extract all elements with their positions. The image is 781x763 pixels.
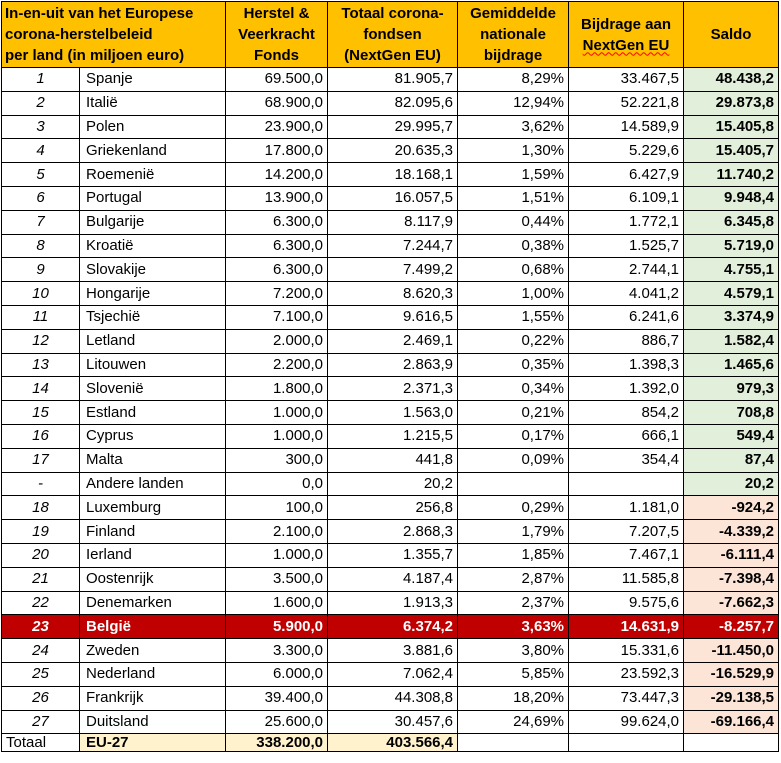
- herstel-cell: 69.500,0: [226, 68, 328, 92]
- gemiddelde-cell: 1,59%: [458, 163, 569, 187]
- rank-cell: 5: [2, 163, 80, 187]
- gemiddelde-cell: 1,00%: [458, 282, 569, 306]
- totaal-cell: 2.371,3: [328, 377, 458, 401]
- gemiddelde-cell: 3,63%: [458, 615, 569, 639]
- totaal-cell: 44.308,8: [328, 686, 458, 710]
- table-row: [2, 282, 779, 306]
- gemiddelde-cell: 0,38%: [458, 234, 569, 258]
- bijdrage-cell: 854,2: [569, 401, 684, 425]
- totaal-cell: 6.374,2: [328, 615, 458, 639]
- saldo-cell: 5.719,0: [684, 234, 779, 258]
- rank-cell: 3: [2, 115, 80, 139]
- bijdrage-cell: 354,4: [569, 448, 684, 472]
- total-row: [2, 734, 779, 752]
- table-row: [2, 520, 779, 544]
- bijdrage-cell: 6.427,9: [569, 163, 684, 187]
- bijdrage-cell: 1.772,1: [569, 210, 684, 234]
- country-cell: Andere landen: [80, 472, 226, 496]
- country-cell: Spanje: [80, 68, 226, 92]
- gemiddelde-cell: 1,85%: [458, 543, 569, 567]
- totaal-cell: 8.117,9: [328, 210, 458, 234]
- country-cell: Tsjechië: [80, 305, 226, 329]
- country-cell: Slovenië: [80, 377, 226, 401]
- total-empty-saldo: [684, 734, 779, 752]
- rank-cell: 1: [2, 68, 80, 92]
- total-herstel: 338.200,0: [226, 734, 328, 752]
- saldo-cell: 15.405,7: [684, 139, 779, 163]
- rank-cell: 26: [2, 686, 80, 710]
- header-saldo: Saldo: [684, 2, 779, 68]
- herstel-cell: 23.900,0: [226, 115, 328, 139]
- herstel-cell: 1.800,0: [226, 377, 328, 401]
- saldo-cell: -69.166,4: [684, 710, 779, 734]
- country-cell: Denemarken: [80, 591, 226, 615]
- table-row-highlighted: [2, 615, 779, 639]
- rank-cell: 15: [2, 401, 80, 425]
- herstel-cell: 5.900,0: [226, 615, 328, 639]
- header-herstel-line-2: Veerkracht: [238, 26, 315, 43]
- country-cell: Portugal: [80, 186, 226, 210]
- table-row: [2, 139, 779, 163]
- country-cell: Kroatië: [80, 234, 226, 258]
- gemiddelde-cell: 1,30%: [458, 139, 569, 163]
- gemiddelde-cell: 1,55%: [458, 305, 569, 329]
- country-cell: Bulgarije: [80, 210, 226, 234]
- totaal-cell: 2.868,3: [328, 520, 458, 544]
- country-cell: Griekenland: [80, 139, 226, 163]
- header-title-line-1: In-en-uit van het Europese: [5, 5, 194, 22]
- totaal-cell: 20,2: [328, 472, 458, 496]
- gemiddelde-cell: 0,35%: [458, 353, 569, 377]
- saldo-cell: 1.582,4: [684, 329, 779, 353]
- rank-cell: 22: [2, 591, 80, 615]
- herstel-cell: 3.500,0: [226, 567, 328, 591]
- saldo-cell: 20,2: [684, 472, 779, 496]
- country-cell: Malta: [80, 448, 226, 472]
- totaal-cell: 30.457,6: [328, 710, 458, 734]
- gemiddelde-cell: 12,94%: [458, 91, 569, 115]
- rank-cell: 12: [2, 329, 80, 353]
- rank-cell: 2: [2, 91, 80, 115]
- gemiddelde-cell: 1,79%: [458, 520, 569, 544]
- totaal-cell: 1.215,5: [328, 424, 458, 448]
- country-cell: België: [80, 615, 226, 639]
- header-row: [2, 2, 779, 68]
- herstel-cell: 2.100,0: [226, 520, 328, 544]
- herstel-cell: 6.300,0: [226, 258, 328, 282]
- country-cell: Cyprus: [80, 424, 226, 448]
- totaal-cell: 441,8: [328, 448, 458, 472]
- bijdrage-cell: 14.589,9: [569, 115, 684, 139]
- table-row: [2, 234, 779, 258]
- header-gemiddelde: [458, 2, 569, 68]
- header-gemiddelde-line-1: Gemiddelde: [470, 5, 556, 22]
- country-cell: Zweden: [80, 639, 226, 663]
- herstel-cell: 100,0: [226, 496, 328, 520]
- country-cell: Nederland: [80, 662, 226, 686]
- rank-cell: 16: [2, 424, 80, 448]
- table-row: [2, 424, 779, 448]
- gemiddelde-cell: 1,51%: [458, 186, 569, 210]
- table-row: [2, 639, 779, 663]
- total-totaal: 403.566,4: [328, 734, 458, 752]
- herstel-cell: 13.900,0: [226, 186, 328, 210]
- gemiddelde-cell: 5,85%: [458, 662, 569, 686]
- saldo-cell: 9.948,4: [684, 186, 779, 210]
- header-title-line-3: per land (in miljoen euro): [5, 47, 185, 64]
- bijdrage-cell: 15.331,6: [569, 639, 684, 663]
- gemiddelde-cell: 18,20%: [458, 686, 569, 710]
- saldo-cell: 4.579,1: [684, 282, 779, 306]
- country-cell: Italië: [80, 91, 226, 115]
- herstel-cell: 7.200,0: [226, 282, 328, 306]
- total-empty-gemiddelde: [458, 734, 569, 752]
- herstel-cell: 39.400,0: [226, 686, 328, 710]
- gemiddelde-cell: 2,87%: [458, 567, 569, 591]
- header-totaal-line-2: fondsen: [363, 26, 422, 43]
- herstel-cell: 14.200,0: [226, 163, 328, 187]
- gemiddelde-cell: 0,68%: [458, 258, 569, 282]
- saldo-cell: 4.755,1: [684, 258, 779, 282]
- bijdrage-cell: 7.467,1: [569, 543, 684, 567]
- herstel-cell: 3.300,0: [226, 639, 328, 663]
- gemiddelde-cell: 0,34%: [458, 377, 569, 401]
- saldo-cell: 6.345,8: [684, 210, 779, 234]
- totaal-cell: 8.620,3: [328, 282, 458, 306]
- table-row: [2, 68, 779, 92]
- header-totaal-line-3: (NextGen EU): [344, 47, 441, 64]
- country-cell: Finland: [80, 520, 226, 544]
- table-row: [2, 353, 779, 377]
- rank-cell: 6: [2, 186, 80, 210]
- saldo-cell: -7.398,4: [684, 567, 779, 591]
- table-row: [2, 210, 779, 234]
- rank-cell: 23: [2, 615, 80, 639]
- totaal-cell: 18.168,1: [328, 163, 458, 187]
- herstel-cell: 68.900,0: [226, 91, 328, 115]
- gemiddelde-cell: 0,17%: [458, 424, 569, 448]
- country-cell: Litouwen: [80, 353, 226, 377]
- country-cell: Duitsland: [80, 710, 226, 734]
- rank-cell: 11: [2, 305, 80, 329]
- saldo-cell: 708,8: [684, 401, 779, 425]
- bijdrage-cell: 14.631,9: [569, 615, 684, 639]
- herstel-cell: 2.200,0: [226, 353, 328, 377]
- rank-cell: 4: [2, 139, 80, 163]
- bijdrage-cell: 9.575,6: [569, 591, 684, 615]
- table-row: [2, 329, 779, 353]
- rank-cell: 20: [2, 543, 80, 567]
- totaal-cell: 1.355,7: [328, 543, 458, 567]
- herstel-cell: 6.300,0: [226, 234, 328, 258]
- saldo-cell: 87,4: [684, 448, 779, 472]
- bijdrage-cell: 1.392,0: [569, 377, 684, 401]
- bijdrage-cell: 23.592,3: [569, 662, 684, 686]
- country-cell: Oostenrijk: [80, 567, 226, 591]
- gemiddelde-cell: 2,37%: [458, 591, 569, 615]
- saldo-cell: -924,2: [684, 496, 779, 520]
- saldo-cell: 15.405,8: [684, 115, 779, 139]
- totaal-cell: 7.062,4: [328, 662, 458, 686]
- table-row: [2, 163, 779, 187]
- bijdrage-cell: 4.041,2: [569, 282, 684, 306]
- herstel-cell: 1.000,0: [226, 424, 328, 448]
- bijdrage-cell: 73.447,3: [569, 686, 684, 710]
- herstel-cell: 2.000,0: [226, 329, 328, 353]
- rank-cell: 21: [2, 567, 80, 591]
- table-row: [2, 91, 779, 115]
- herstel-cell: 1.600,0: [226, 591, 328, 615]
- bijdrage-cell: 6.109,1: [569, 186, 684, 210]
- total-name: EU-27: [80, 734, 226, 752]
- saldo-cell: 48.438,2: [684, 68, 779, 92]
- saldo-cell: -4.339,2: [684, 520, 779, 544]
- header-bijdrage: [569, 2, 684, 68]
- table-row: [2, 567, 779, 591]
- herstel-cell: 300,0: [226, 448, 328, 472]
- gemiddelde-cell: 3,62%: [458, 115, 569, 139]
- herstel-cell: 0,0: [226, 472, 328, 496]
- rank-cell: 18: [2, 496, 80, 520]
- table-row: [2, 496, 779, 520]
- bijdrage-cell: 11.585,8: [569, 567, 684, 591]
- totaal-cell: 29.995,7: [328, 115, 458, 139]
- gemiddelde-cell: 8,29%: [458, 68, 569, 92]
- bijdrage-cell: 99.624,0: [569, 710, 684, 734]
- bijdrage-cell: 1.398,3: [569, 353, 684, 377]
- header-bijdrage-line-2: NextGen EU: [582, 36, 670, 54]
- gemiddelde-cell: 0,22%: [458, 329, 569, 353]
- saldo-cell: -16.529,9: [684, 662, 779, 686]
- herstel-cell: 17.800,0: [226, 139, 328, 163]
- total-empty-bijdrage: [569, 734, 684, 752]
- rank-cell: 7: [2, 210, 80, 234]
- herstel-cell: 6.000,0: [226, 662, 328, 686]
- saldo-cell: 549,4: [684, 424, 779, 448]
- header-herstel-line-1: Herstel &: [243, 5, 310, 22]
- saldo-cell: 1.465,6: [684, 353, 779, 377]
- header-title-line-2: corona-herstelbeleid: [5, 26, 153, 43]
- gemiddelde-cell: 24,69%: [458, 710, 569, 734]
- total-label: Totaal: [2, 734, 80, 752]
- totaal-cell: 1.563,0: [328, 401, 458, 425]
- saldo-cell: -11.450,0: [684, 639, 779, 663]
- totaal-cell: 16.057,5: [328, 186, 458, 210]
- saldo-cell: 11.740,2: [684, 163, 779, 187]
- rank-cell: 24: [2, 639, 80, 663]
- bijdrage-cell: 6.241,6: [569, 305, 684, 329]
- totaal-cell: 4.187,4: [328, 567, 458, 591]
- saldo-cell: -8.257,7: [684, 615, 779, 639]
- rank-cell: 27: [2, 710, 80, 734]
- bijdrage-cell: 1.181,0: [569, 496, 684, 520]
- header-herstel: [226, 2, 328, 68]
- table-row: [2, 401, 779, 425]
- table-row: [2, 543, 779, 567]
- table-body: [2, 68, 779, 734]
- totaal-cell: 7.499,2: [328, 258, 458, 282]
- rank-cell: 10: [2, 282, 80, 306]
- table-row: [2, 305, 779, 329]
- rank-cell: 8: [2, 234, 80, 258]
- gemiddelde-cell: [458, 472, 569, 496]
- herstel-cell: 25.600,0: [226, 710, 328, 734]
- gemiddelde-cell: 0,29%: [458, 496, 569, 520]
- country-cell: Luxemburg: [80, 496, 226, 520]
- herstel-cell: 7.100,0: [226, 305, 328, 329]
- gemiddelde-cell: 3,80%: [458, 639, 569, 663]
- table-row: [2, 472, 779, 496]
- country-cell: Ierland: [80, 543, 226, 567]
- country-cell: Estland: [80, 401, 226, 425]
- gemiddelde-cell: 0,44%: [458, 210, 569, 234]
- country-cell: Roemenië: [80, 163, 226, 187]
- rank-cell: 19: [2, 520, 80, 544]
- header-totaal: [328, 2, 458, 68]
- country-cell: Slovakije: [80, 258, 226, 282]
- herstel-cell: 1.000,0: [226, 401, 328, 425]
- totaal-cell: 3.881,6: [328, 639, 458, 663]
- country-cell: Polen: [80, 115, 226, 139]
- table-row: [2, 662, 779, 686]
- totaal-cell: 81.905,7: [328, 68, 458, 92]
- herstel-cell: 6.300,0: [226, 210, 328, 234]
- rank-cell: 14: [2, 377, 80, 401]
- rank-cell: 25: [2, 662, 80, 686]
- header-bijdrage-line-1: Bijdrage aan: [581, 15, 672, 33]
- bijdrage-cell: [569, 472, 684, 496]
- totaal-cell: 256,8: [328, 496, 458, 520]
- header-title: [2, 2, 226, 68]
- header-herstel-line-3: Fonds: [254, 47, 300, 64]
- table-row: [2, 591, 779, 615]
- rank-cell: 9: [2, 258, 80, 282]
- herstel-cell: 1.000,0: [226, 543, 328, 567]
- table-row: [2, 115, 779, 139]
- gemiddelde-cell: 0,09%: [458, 448, 569, 472]
- bijdrage-cell: 886,7: [569, 329, 684, 353]
- table-row: [2, 710, 779, 734]
- saldo-cell: 29.873,8: [684, 91, 779, 115]
- table-row: [2, 186, 779, 210]
- totaal-cell: 7.244,7: [328, 234, 458, 258]
- country-cell: Frankrijk: [80, 686, 226, 710]
- header-gemiddelde-line-3: bijdrage: [483, 47, 543, 64]
- saldo-cell: 3.374,9: [684, 305, 779, 329]
- rank-cell: 17: [2, 448, 80, 472]
- totaal-cell: 20.635,3: [328, 139, 458, 163]
- rank-cell: 13: [2, 353, 80, 377]
- bijdrage-cell: 52.221,8: [569, 91, 684, 115]
- header-totaal-line-1: Totaal corona-: [341, 5, 444, 22]
- bijdrage-cell: 5.229,6: [569, 139, 684, 163]
- bijdrage-cell: 2.744,1: [569, 258, 684, 282]
- country-cell: Letland: [80, 329, 226, 353]
- totaal-cell: 2.863,9: [328, 353, 458, 377]
- header-gemiddelde-line-2: nationale: [480, 26, 546, 43]
- saldo-cell: -29.138,5: [684, 686, 779, 710]
- table-row: [2, 258, 779, 282]
- bijdrage-cell: 1.525,7: [569, 234, 684, 258]
- bijdrage-cell: 666,1: [569, 424, 684, 448]
- totaal-cell: 82.095,6: [328, 91, 458, 115]
- bijdrage-cell: 33.467,5: [569, 68, 684, 92]
- corona-recovery-table: [1, 1, 779, 752]
- table-row: [2, 686, 779, 710]
- totaal-cell: 1.913,3: [328, 591, 458, 615]
- bijdrage-cell: 7.207,5: [569, 520, 684, 544]
- saldo-cell: -6.111,4: [684, 543, 779, 567]
- country-cell: Hongarije: [80, 282, 226, 306]
- saldo-cell: 979,3: [684, 377, 779, 401]
- totaal-cell: 9.616,5: [328, 305, 458, 329]
- gemiddelde-cell: 0,21%: [458, 401, 569, 425]
- table-row: [2, 377, 779, 401]
- table-row: [2, 448, 779, 472]
- totaal-cell: 2.469,1: [328, 329, 458, 353]
- saldo-cell: -7.662,3: [684, 591, 779, 615]
- rank-cell: -: [2, 472, 80, 496]
